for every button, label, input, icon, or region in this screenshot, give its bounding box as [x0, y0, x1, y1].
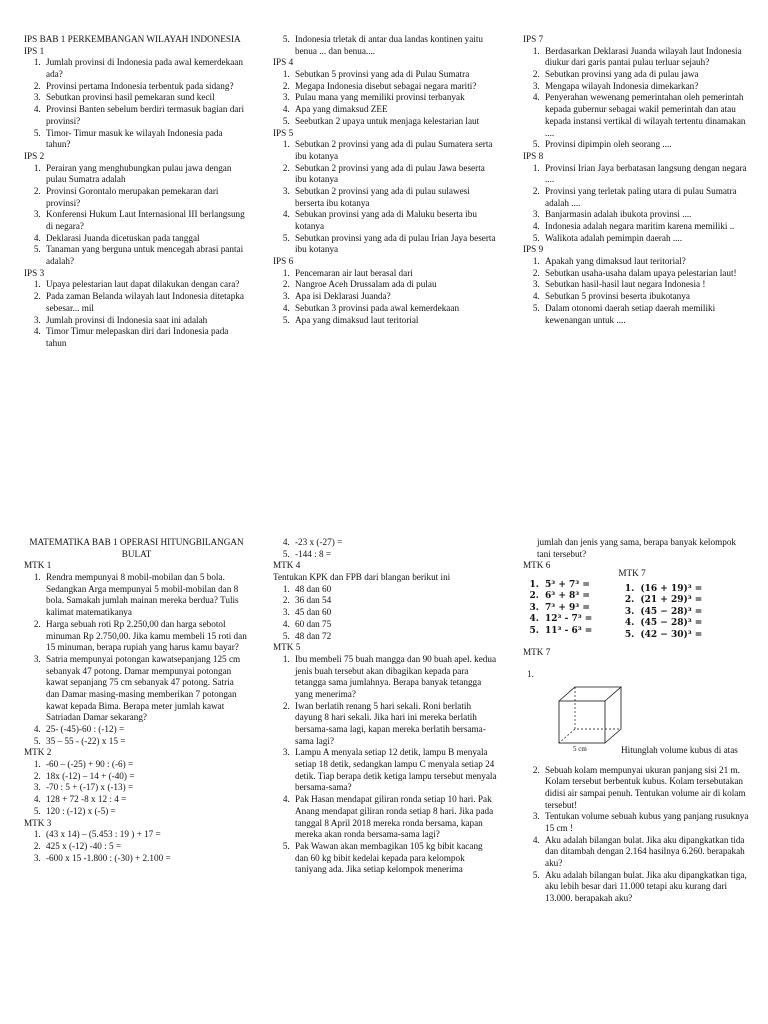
question-item: 4. 25- (-45)-60 : (-12) = — [43, 724, 249, 736]
question-item: 1. Berdasarkan Deklarasi Juanda wilayah laut Indonesia diukur dari garis pantai pulau terluar sejauh? — [542, 46, 748, 69]
question-item: 5. Timor- Timur masuk ke wilayah Indonesia pada tahun? — [43, 128, 249, 151]
question-item: 1. Sebutkan 5 provinsi yang ada di Pulau Sumatra — [292, 69, 498, 81]
question-item: 5. (42 − 30)³ = — [637, 630, 702, 641]
question-item: 5. 11³ - 6³ = — [542, 626, 592, 637]
question-list-mtk3-continued — [273, 537, 498, 560]
question-item: 4. Deklarasi Juanda dicetuskan pada tanggal — [43, 233, 249, 245]
question-list-ips7 — [523, 46, 748, 151]
question-item: 5. Indonesia trletak di antar dua landas kontinen yaitu benua ... dan benua.... — [292, 34, 498, 57]
question-item: 1. 48 dan 60 — [292, 584, 498, 596]
section-heading-mtk3: MTK 3 — [24, 817, 52, 828]
question-list-mtk7-powers — [618, 584, 702, 641]
question-item: 2. 36 dan 54 — [292, 595, 498, 607]
section-heading-ips9: IPS 9 — [523, 244, 544, 255]
question-item: 1. Jumlah provinsi di Indonesia pada awal kemerdekaan ada? — [43, 57, 249, 80]
cube-figure — [523, 685, 751, 757]
cube-edge-label: 5 cm — [573, 744, 587, 753]
question-item: 4. 60 dan 75 — [292, 619, 498, 631]
section-heading-ips6: IPS 6 — [273, 256, 294, 267]
question-list-mtk6 — [523, 580, 592, 637]
question-item: 5. Dalam otonomi daerah setiap daerah memiliki kewenangan untuk .... — [542, 303, 748, 326]
section-heading-ips8: IPS 8 — [523, 150, 544, 161]
question-item: 1. Pencemaran air laut berasal dari — [292, 268, 498, 280]
question-item: 4. Apa yang dimaksud ZEE — [292, 104, 498, 116]
section-heading-mtk2: MTK 2 — [24, 747, 52, 758]
question-item: 4. Timor Timur melepaskan diri dari Indonesia pada tahun — [43, 326, 249, 349]
mtk-column-middle — [273, 537, 498, 876]
question-item: 4. 128 + 72 -8 x 12 : 4 = — [43, 794, 249, 806]
question-item: 5. 48 dan 72 — [292, 631, 498, 643]
question-item: 1. Provinsi Irian Jaya berbatasan langsung dengan negara .... — [542, 163, 748, 186]
section-heading-ips7: IPS 7 — [523, 34, 544, 44]
section-heading-mtk7-cube: MTK 7 — [523, 647, 551, 658]
question-item: 4. Sebutkan 3 provinsi pada awal kemerdekaan — [292, 303, 498, 315]
question-item: 1. Upaya pelestarian laut dapat dilakukan dengan cara? — [43, 279, 249, 291]
question-item: 2. Nangroe Aceh Drussalam ada di pulau — [292, 279, 498, 291]
cube-hidden-edge — [559, 729, 575, 743]
question-item: 3. Banjarmasin adalah ibukota provinsi .... — [542, 209, 748, 221]
section-heading-ips5: IPS 5 — [273, 127, 294, 138]
question-item: 5. Walikota adalah pemimpin daerah .... — [542, 233, 748, 245]
question-item: 5. 35 – 55 - (-22) x 15 = — [43, 736, 249, 748]
question-list-ips5 — [273, 139, 498, 256]
question-list-ips4 — [273, 69, 498, 127]
question-item: 4. Sebutkan 5 provinsi beserta ibukotanya — [542, 291, 748, 303]
question-item: 1. Apakah yang dimaksud laut teritorial? — [542, 256, 748, 268]
question-item: 3. (45 − 28)³ = — [637, 607, 702, 618]
question-item: 3. 7³ + 9³ = — [542, 603, 592, 614]
question-item: 5. Apa yang dimaksud laut teritorial — [292, 315, 498, 327]
question-item: 2. Iwan berlatih renang 5 hari sekali. Roni berlatih dayung 8 hari sekali. Jika hari ini mereka berlatih bersama-sama lagi, kapan mereka berlatih bersama-sama lagi? — [292, 701, 498, 748]
question-list-ips6 — [273, 268, 498, 326]
question-item: 3. Tentukan volume sebuah kubus yang panjang rusuknya 15 cm ! — [542, 811, 751, 834]
question-item: 2. Sebutkan usaha-usaha dalam upaya pelestarian laut! — [542, 268, 748, 280]
question-item: 1. Sebutkan 2 provinsi yang ada di pulau Sumatera serta ibu kotanya — [292, 139, 498, 162]
question-list-ips1 — [24, 57, 249, 151]
question-list-mtk1 — [24, 572, 249, 747]
question-item: 1. Perairan yang menghubungkan pulau jawa dengan pulau Sumatra adalah — [43, 163, 249, 186]
ips-title: IPS BAB 1 PERKEMBANGAN WILAYAH INDONESIA — [24, 34, 241, 44]
question-item: 1. (16 + 19)³ = — [637, 584, 702, 595]
question-item: 5. Seebutkan 2 upaya untuk menjaga kelestarian laut — [292, 116, 498, 128]
question-item: 4. (45 − 28)³ = — [637, 618, 702, 629]
section-heading-ips1: IPS 1 — [24, 45, 45, 56]
question-list-mtk7-cube — [523, 765, 751, 905]
continued-text: jumlah dan jenis yang sama, berapa banyak kelompok tani tersebut? — [537, 537, 737, 559]
section-heading-mtk5: MTK 5 — [273, 642, 301, 653]
question-item: 1. Rendra mempunyai 8 mobil-mobilan dan 5 bola. Sedangkan Arga mempunyai 5 mobil-mobilan dan 8 bola. Samakah jumlah mainan mereka berdua? Tulis kalimat matematikanya — [43, 572, 249, 619]
question-list-ips3 — [24, 279, 249, 349]
question-item: 1. 5³ + 7³ = — [542, 580, 592, 591]
question-item: 4. Penyerahan wewenang pemerintahan oleh pemerintah kepada gubernur sebagai wakil pemerintah dan atau kepada instansi vertikal di wilayah tertentu dinamakan .... — [542, 92, 748, 139]
question-item: 2. Harga sebuah roti Rp 2.250,00 dan harga sebotol minuman Rp 2.750,00. Jika kamu membeli 15 roti dan 15 minuman, berapa rupiah yang harus kamu bayar? — [43, 619, 249, 654]
question-item: 4. Aku adalah bilangan bulat. Jika aku dipangkatkan tida dan ditambah dengan 2.164 hasilnya 6.260. berapakah aku? — [542, 835, 751, 870]
question-item: 2. 425 x (-12) -40 : 5 = — [43, 841, 249, 853]
ips-column-right — [523, 34, 748, 326]
mtk7-power-block — [618, 560, 702, 641]
question-item: 3. Apa isi Deklarasi Juanda? — [292, 291, 498, 303]
question-item: 2. (21 + 29)³ = — [637, 595, 702, 606]
question-item: 3. Sebutkan provinsi hasil pemekaran sund kecil — [43, 92, 249, 104]
section-heading-mtk1: MTK 1 — [24, 560, 52, 571]
cube-top-face — [559, 687, 621, 701]
question-item: 3. -600 x 15 -1.800 : (-30) + 2.100 = — [43, 853, 249, 865]
cube-side-face — [605, 687, 621, 743]
question-item: 3. Satria mempunyai potongan kawatsepanjang 125 cm sebanyak 47 potong. Damar mempunyai potongan kawat sepanjang 75 cm sebanyak 47 potong. Satria dan Damar masing-masing memberikan 7 potongan kawat kepada Bima. Berapa meter jumlah kawat Satriadan Damar sekarang? — [43, 654, 249, 724]
question-item: 5. Aku adalah bilangan bulat. Jika aku dipangkatkan tiga, aku lebih besar dari 11.000 tetapi aku kurang dari 13.000. berapakah aku? — [542, 870, 751, 905]
question-item: 3. Mengapa wilayah Indonesia dimekarkan? — [542, 81, 748, 93]
question-item: 5. -144 : 8 = — [292, 549, 498, 561]
question-item: 2. Megapa Indonesia disebut sebagai negara mariti? — [292, 81, 498, 93]
question-item: 1. -60 – (-25) + 90 : (-6) = — [43, 759, 249, 771]
question-item: 1. (43 x 14) – (5.453 : 19 ) + 17 = — [43, 829, 249, 841]
ips-column-left — [24, 34, 249, 350]
question-list-continued — [273, 34, 498, 57]
power-exercises — [523, 560, 751, 641]
section-heading-mtk4: MTK 4 — [273, 560, 301, 571]
question-item: 2. 18x (-12) – 14 + (-40) = — [43, 771, 249, 783]
mtk-column-right — [523, 537, 751, 905]
question-item: 4. Sebukan provinsi yang ada di Maluku beserta ibu kotanya — [292, 209, 498, 232]
question-list-mtk2 — [24, 759, 249, 817]
question-item: 2. Provinsi pertama Indonesia terbentuk pada sidang? — [43, 81, 249, 93]
question-list-ips9 — [523, 256, 748, 326]
question-item: 3. Lampu A menyala setiap 12 detik, lampu B menyala setiap 18 detik, sedangkan lampu C menyala setiap 24 detik. Tiap berapa detik ketiga lampu tersebut menyala bersama-sama? — [292, 747, 498, 794]
question-list-mtk3 — [24, 829, 249, 864]
question-item: 1. Ibu membeli 75 buah mangga dan 90 buah apel. kedua jenis buah tersebut akan dibagikan kepada para tetangga sama jumlahnya. Berapa banyak tetangga yang menerima? — [292, 654, 498, 701]
question-item: 3. -70 : 5 + (-17) x (-13) = — [43, 782, 249, 794]
question-item: 4. Indonesia adalah negara maritim karena memiliki .. — [542, 221, 748, 233]
question-item: 4. -23 x (-27) = — [292, 537, 498, 549]
section-heading-ips4: IPS 4 — [273, 57, 294, 68]
question-item: 3. Konferensi Hukum Laut Internasional III berlangsung di negara? — [43, 209, 249, 232]
question-item: 2. Sebutkan 2 provinsi yang ada di pulau Jawa beserta ibu kotanya — [292, 163, 498, 186]
question-item: 3. Sebutkan 2 provinsi yang ada di pulau sulawesi berserta ibu kotanya — [292, 186, 498, 209]
question-item: 2. Provinsi Gorontalo merupakan pemekaran dari provinsi? — [43, 186, 249, 209]
section-heading-mtk7: MTK 7 — [618, 568, 646, 579]
question-marker: 1. — [527, 668, 534, 679]
mtk4-instruction: Tentukan KPK dan FPB dari blangan berikut ini — [273, 572, 451, 583]
question-item: 3. Jumlah provinsi di Indonesia saat ini adalah — [43, 315, 249, 327]
question-list-ips8 — [523, 163, 748, 245]
question-list-mtk4 — [273, 584, 498, 642]
question-item: 5. 120 : (-12) x (-5) = — [43, 806, 249, 818]
question-item: 2. Sebuah kolam mempunyai ukuran panjang sisi 21 m. Kolam tersebut berbentuk kubus. Kolam tersebutakan didisi air sampai penuh. Tentukan volume air di kolam tersebut! — [542, 765, 751, 812]
mtk-title: MATEMATIKA BAB 1 OPERASI HITUNGBILANGAN BULAT — [29, 537, 244, 559]
question-item: 2. Provinsi yang terletak paling utara di pulau Sumatra adalah .... — [542, 186, 748, 209]
section-heading-ips2: IPS 2 — [24, 150, 45, 161]
question-list-mtk5 — [273, 654, 498, 876]
cube-question: Hitunglah volume kubus di atas — [621, 744, 738, 755]
question-item: 4. 12³ - 7³ = — [542, 614, 592, 625]
question-item: 5. Pak Wawan akan membagikan 105 kg bibit kacang dan 60 kg bibit kedelai kepada para kelompok taniyang ada. Jika setiap kelompok menerima — [292, 841, 498, 876]
question-item: 5. Provinsi dipimpin oleh seorang .... — [542, 139, 748, 151]
cube-front-face — [559, 701, 605, 743]
question-item: 3. Pulau mana yang memiliki provinsi terbanyak — [292, 92, 498, 104]
section-heading-ips3: IPS 3 — [24, 267, 45, 278]
mtk6-block — [523, 560, 592, 641]
question-item: 3. Sebutkan hasil-hasil laut negara Indonesia ! — [542, 279, 748, 291]
question-item: 4. Provinsi Banten sebelum berdiri termasuk bagian dari provinsi? — [43, 104, 249, 127]
question-item: 5. Tanaman yang berguna untuk mencegah abrasi pantai adalah? — [43, 244, 249, 267]
question-item: 2. Sebutkan provinsi yang ada di pulau jawa — [542, 69, 748, 81]
cube-diagram — [557, 685, 625, 747]
ips-column-middle — [273, 34, 498, 326]
question-item: 5. Sebutkan provinsi yang ada di pulau Irian Jaya beserta ibu kotanya — [292, 233, 498, 256]
question-item: 4. Pak Hasan mendapat giliran ronda setiap 10 hari. Pak Anang mendapat giliran ronda setiap 8 hari. Jika pada tanggal 8 April 2018 mereka ronda bersama, kapan mereka akan ronda bersama-sama lagi? — [292, 794, 498, 841]
question-list-ips2 — [24, 163, 249, 268]
question-item: 3. 45 dan 60 — [292, 607, 498, 619]
question-item: 2. 6³ + 8³ = — [542, 591, 592, 602]
section-heading-mtk6: MTK 6 — [523, 560, 551, 571]
question-item: 2. Pada zaman Belanda wilayah laut Indonesia ditetapka sebesar... mil — [43, 291, 249, 314]
mtk-column-left — [24, 537, 249, 864]
